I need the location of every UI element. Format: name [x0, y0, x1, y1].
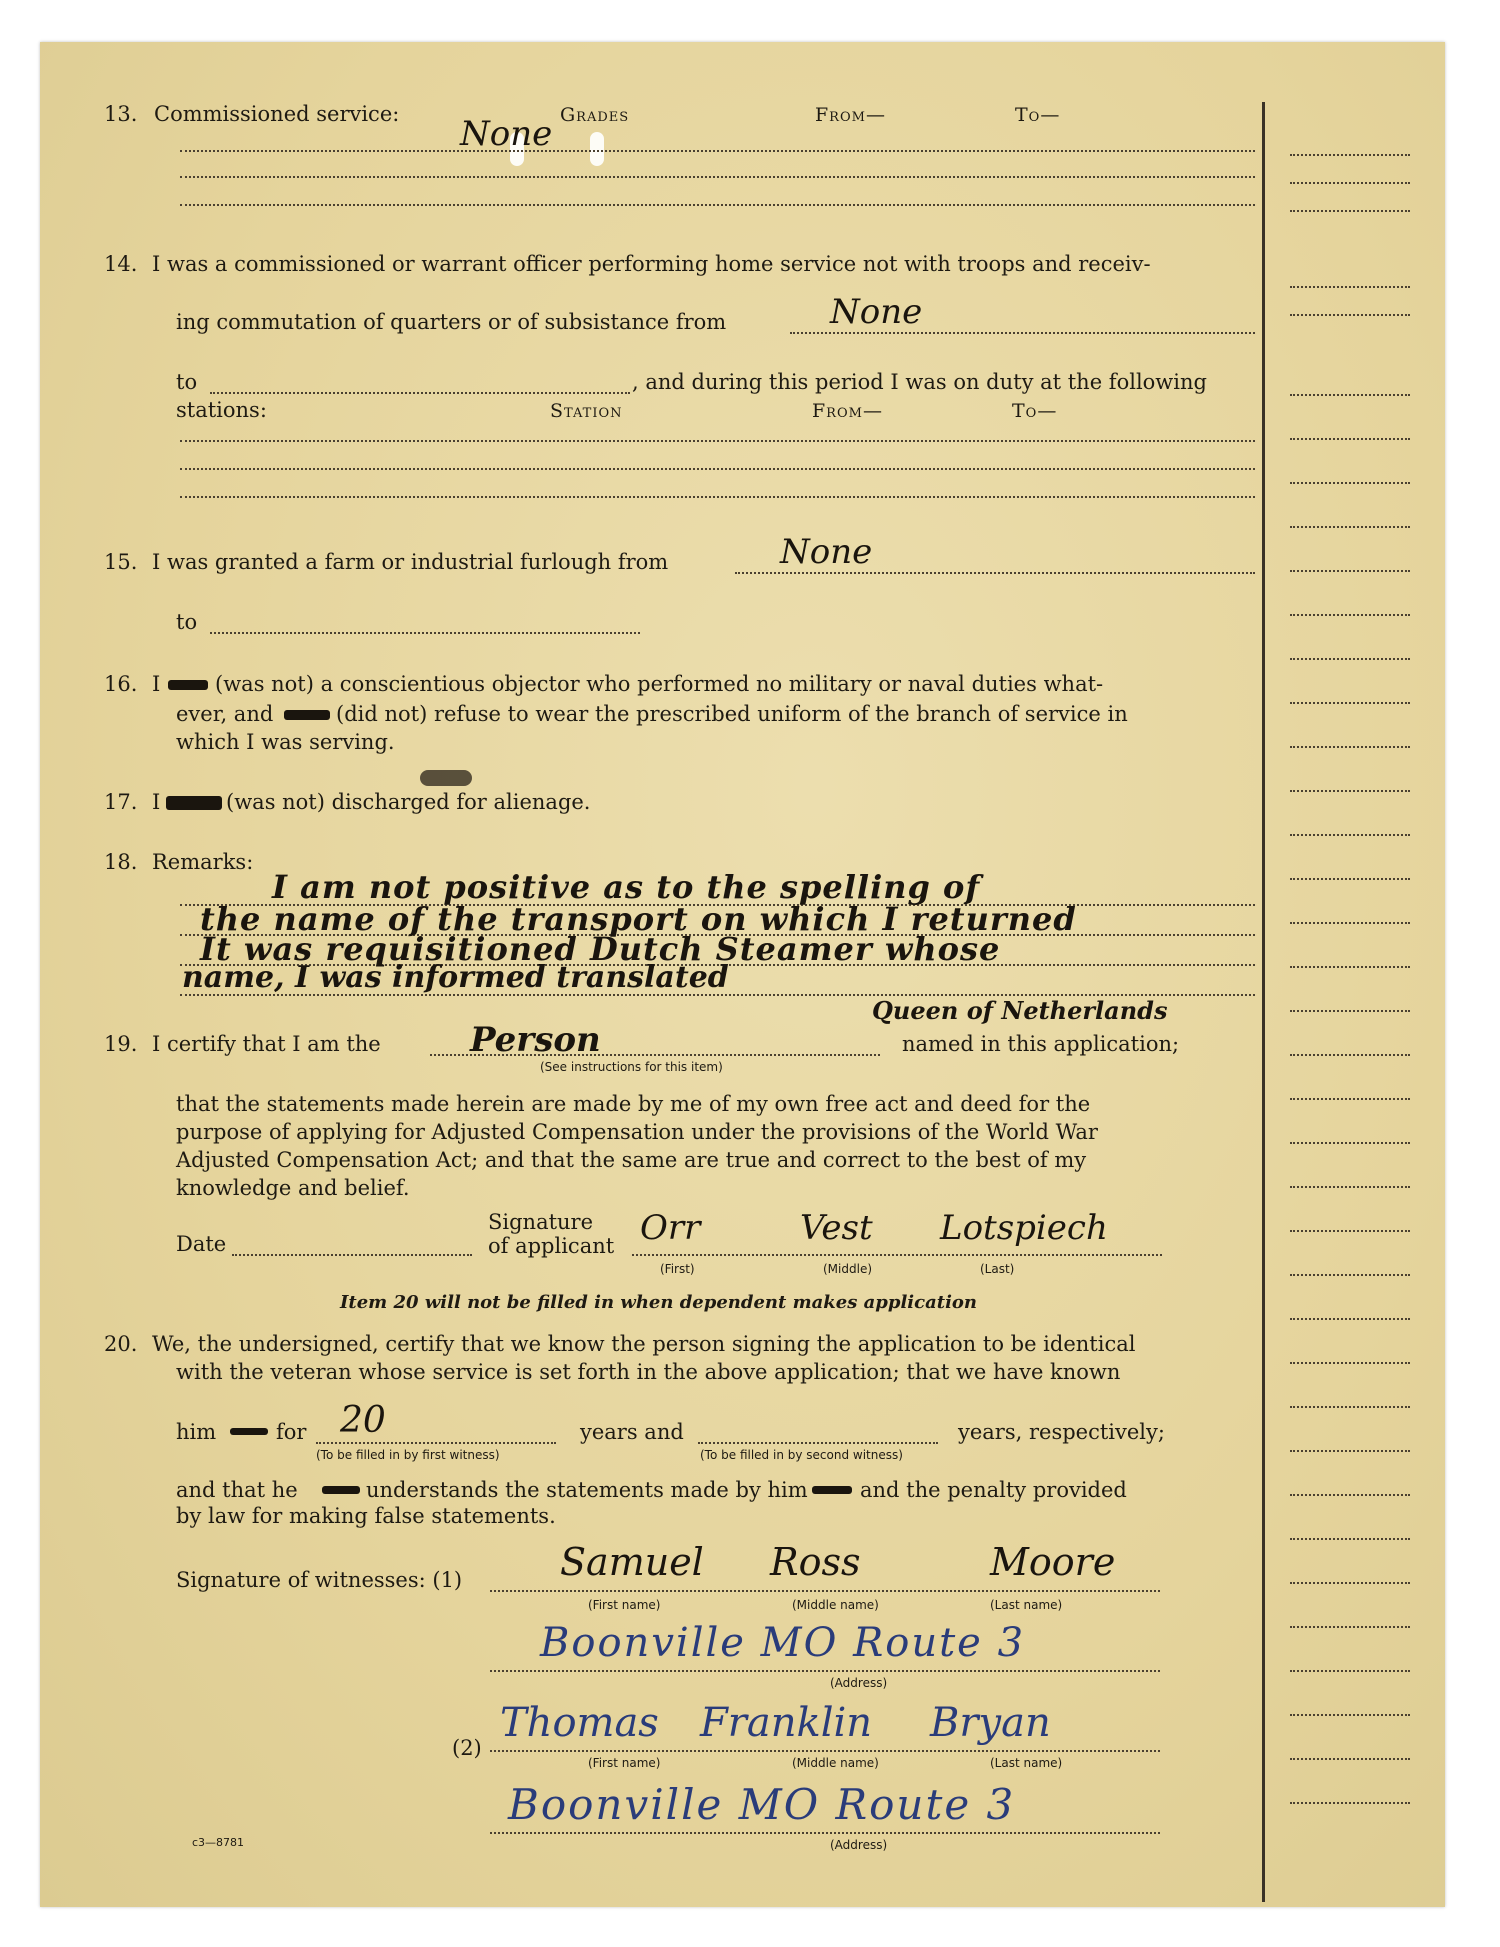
column-mark	[1290, 922, 1410, 924]
item15-handwriting: None	[780, 532, 873, 572]
item20-number: 20.	[104, 1332, 138, 1356]
item15-line	[210, 632, 640, 634]
redaction-mark	[166, 796, 222, 810]
label-first: (First)	[660, 1262, 695, 1276]
witness1-address-line	[490, 1670, 1160, 1672]
item14-col-to: To—	[1012, 400, 1058, 422]
w1-last-label: (Last name)	[990, 1598, 1063, 1612]
column-mark	[1290, 1406, 1410, 1408]
item15-to: to	[176, 610, 198, 634]
column-mark	[1290, 1054, 1410, 1056]
item20-notice: Item 20 will not be filled in when dependent makes application	[340, 1292, 977, 1313]
item14-col-from: From—	[812, 400, 883, 422]
item16-line2a: ever, and	[176, 702, 274, 726]
item14-line	[180, 468, 1255, 470]
item16-number: 16.	[104, 672, 138, 696]
remarks-handwriting-1: I am not positive as to the spelling of	[272, 868, 981, 906]
item13-label: Commissioned service:	[154, 102, 400, 126]
column-mark	[1290, 286, 1410, 288]
item14-line	[180, 440, 1255, 442]
item13-col-to: To—	[1015, 104, 1061, 126]
redaction-mark	[168, 680, 208, 690]
witness2-address: Boonville MO Route 3	[508, 1780, 1016, 1829]
item14-line	[790, 332, 1255, 334]
item20-him: him	[176, 1420, 217, 1444]
item14-stations: stations:	[176, 398, 267, 422]
years-handwriting: 20	[340, 1400, 386, 1441]
remarks-handwriting-5: Queen of Netherlands	[872, 996, 1168, 1025]
column-mark	[1290, 1186, 1410, 1188]
item14-line2: ing commutation of quarters or of subsistance from	[176, 310, 727, 334]
item15-line1: I was granted a farm or industrial furlough from	[152, 550, 669, 574]
witness1-middle: Ross	[770, 1540, 861, 1584]
item14-col-station: Station	[550, 400, 623, 422]
item14-line3: , and during this period I was on duty at the following	[632, 370, 1207, 394]
item19-handwriting: Person	[470, 1020, 601, 1060]
witness2-address-line	[490, 1832, 1160, 1834]
w1-first-label: (First name)	[588, 1598, 661, 1612]
remarks-handwriting-2: the name of the transport on which I returned	[200, 900, 1077, 938]
w1-note: (To be filled in by first witness)	[316, 1448, 500, 1462]
w2-address-label: (Address)	[830, 1838, 888, 1852]
column-mark	[1290, 1230, 1410, 1232]
item13-line	[180, 150, 1255, 152]
column-mark	[1290, 1582, 1410, 1584]
item17-text-a: I	[152, 790, 161, 814]
item20-l5: by law for making false statements.	[176, 1504, 556, 1528]
item17-number: 17.	[104, 790, 138, 814]
witness1-years-line	[316, 1442, 556, 1444]
column-mark	[1290, 1142, 1410, 1144]
applicant-middle: Vest	[800, 1208, 873, 1248]
item13-col-from: From—	[815, 104, 886, 126]
witness2-years-line	[698, 1442, 938, 1444]
item19-p1: that the statements made herein are made by me of my own free act and deed for the	[176, 1092, 1091, 1116]
witness1-signature-line	[490, 1590, 1160, 1592]
date-line	[232, 1254, 472, 1256]
item16-line3: which I was serving.	[176, 730, 395, 754]
item20-years-resp: years, respectively;	[958, 1420, 1165, 1444]
column-mark	[1290, 966, 1410, 968]
column-mark	[1290, 1538, 1410, 1540]
item16-line1b: (was not) a conscientious objector who performed no military or naval duties what-	[215, 672, 1104, 696]
item13-number: 13.	[104, 102, 138, 126]
item19-p2: purpose of applying for Adjusted Compensation under the provisions of the World War	[176, 1120, 1098, 1144]
redaction-mark	[812, 1486, 852, 1494]
witness1-first: Samuel	[560, 1540, 704, 1584]
ink-smudge	[420, 770, 472, 786]
w2-middle-label: (Middle name)	[792, 1756, 879, 1770]
column-mark	[1290, 210, 1410, 212]
label-last: (Last)	[980, 1262, 1015, 1276]
item15-number: 15.	[104, 550, 138, 574]
column-mark	[1290, 394, 1410, 396]
w2-first-label: (First name)	[588, 1756, 661, 1770]
item19-p4: knowledge and belief.	[176, 1176, 410, 1200]
item19-number: 19.	[104, 1032, 138, 1056]
column-mark	[1290, 1758, 1410, 1760]
item14-handwriting: None	[830, 292, 923, 332]
item19-sig2: of applicant	[488, 1234, 615, 1258]
item20-l1: We, the undersigned, certify that we know the person signing the application to be identical	[152, 1332, 1136, 1356]
w1-address-label: (Address)	[830, 1676, 888, 1690]
column-mark	[1290, 314, 1410, 316]
column-mark	[1290, 1362, 1410, 1364]
witness2-middle: Franklin	[700, 1700, 873, 1746]
column-mark	[1290, 1714, 1410, 1716]
item16-line1a: I	[152, 672, 161, 696]
item16-line2b: (did not) refuse to wear the prescribed uniform of the branch of service in	[336, 702, 1128, 726]
w2-last-label: (Last name)	[990, 1756, 1063, 1770]
column-mark	[1290, 1098, 1410, 1100]
column-mark	[1290, 182, 1410, 184]
item19-p3: Adjusted Compensation Act; and that the same are true and correct to the best of my	[176, 1148, 1087, 1172]
item20-l4c: and the penalty provided	[860, 1478, 1127, 1502]
column-mark	[1290, 834, 1410, 836]
column-mark	[1290, 614, 1410, 616]
witness2-first: Thomas	[500, 1700, 659, 1746]
form-code: c3—8781	[192, 1836, 245, 1849]
item13-handwriting: None	[460, 114, 553, 154]
column-mark	[1290, 1274, 1410, 1276]
column-mark	[1290, 526, 1410, 528]
column-mark	[1290, 1494, 1410, 1496]
column-mark	[1290, 570, 1410, 572]
redaction-mark	[322, 1486, 360, 1494]
column-mark	[1290, 154, 1410, 156]
document-page	[40, 42, 1445, 1907]
item17-text-b: (was not) discharged for alienage.	[226, 790, 591, 814]
item14-line1: I was a commissioned or warrant officer performing home service not with troops and receiv-	[152, 252, 1151, 276]
column-mark	[1290, 1010, 1410, 1012]
column-mark	[1290, 438, 1410, 440]
item18-number: 18.	[104, 850, 138, 874]
witness1-address: Boonville MO Route 3	[540, 1620, 1026, 1666]
redaction-mark	[230, 1428, 268, 1435]
column-mark	[1290, 746, 1410, 748]
item19-b: named in this application;	[902, 1032, 1180, 1056]
column-mark	[1290, 702, 1410, 704]
item13-line	[180, 176, 1255, 178]
item20-l4b: understands the statements made by him	[366, 1478, 808, 1502]
column-mark	[1290, 878, 1410, 880]
item19-a: I certify that I am the	[152, 1032, 381, 1056]
item13-col-grades: Grades	[560, 104, 630, 126]
item14-line	[210, 392, 630, 394]
punch-hole	[590, 132, 604, 166]
redaction-mark	[284, 710, 330, 720]
column-mark	[1290, 1318, 1410, 1320]
column-mark	[1290, 1450, 1410, 1452]
witness2-last: Bryan	[930, 1700, 1051, 1746]
label-middle: (Middle)	[823, 1262, 873, 1276]
item15-line	[735, 572, 1255, 574]
signature-line	[632, 1254, 1162, 1256]
item19-note: (See instructions for this item)	[540, 1060, 723, 1074]
w2-note: (To be filled in by second witness)	[700, 1448, 903, 1462]
item14-to: to	[176, 370, 198, 394]
column-mark	[1290, 790, 1410, 792]
item13-line	[180, 204, 1255, 206]
remarks-handwriting-4: name, I was informed translated	[182, 960, 729, 995]
witnesses-label: Signature of witnesses: (1)	[176, 1568, 463, 1592]
applicant-last: Lotspiech	[940, 1208, 1108, 1248]
item14-line	[180, 496, 1255, 498]
item20-for: for	[276, 1420, 307, 1444]
remarks-handwriting-3: It was requisitioned Dutch Steamer whose	[200, 930, 1001, 968]
applicant-first: Orr	[640, 1208, 701, 1248]
item20-l4a: and that he	[176, 1478, 298, 1502]
item19-date: Date	[176, 1232, 227, 1256]
column-mark	[1290, 658, 1410, 660]
witness1-last: Moore	[990, 1540, 1116, 1584]
witness2-number: (2)	[452, 1736, 482, 1760]
item14-number: 14.	[104, 252, 138, 276]
item19-sig1: Signature	[488, 1210, 594, 1234]
column-mark	[1290, 482, 1410, 484]
item18-label: Remarks:	[152, 850, 254, 874]
witness2-signature-line	[490, 1750, 1160, 1752]
item20-years-and: years and	[580, 1420, 684, 1444]
w1-middle-label: (Middle name)	[792, 1598, 879, 1612]
column-mark	[1290, 1802, 1410, 1804]
right-column-rule	[1262, 102, 1265, 1902]
column-mark	[1290, 1670, 1410, 1672]
item20-l2: with the veteran whose service is set forth in the above application; that we have known	[176, 1360, 1121, 1384]
column-mark	[1290, 1626, 1410, 1628]
